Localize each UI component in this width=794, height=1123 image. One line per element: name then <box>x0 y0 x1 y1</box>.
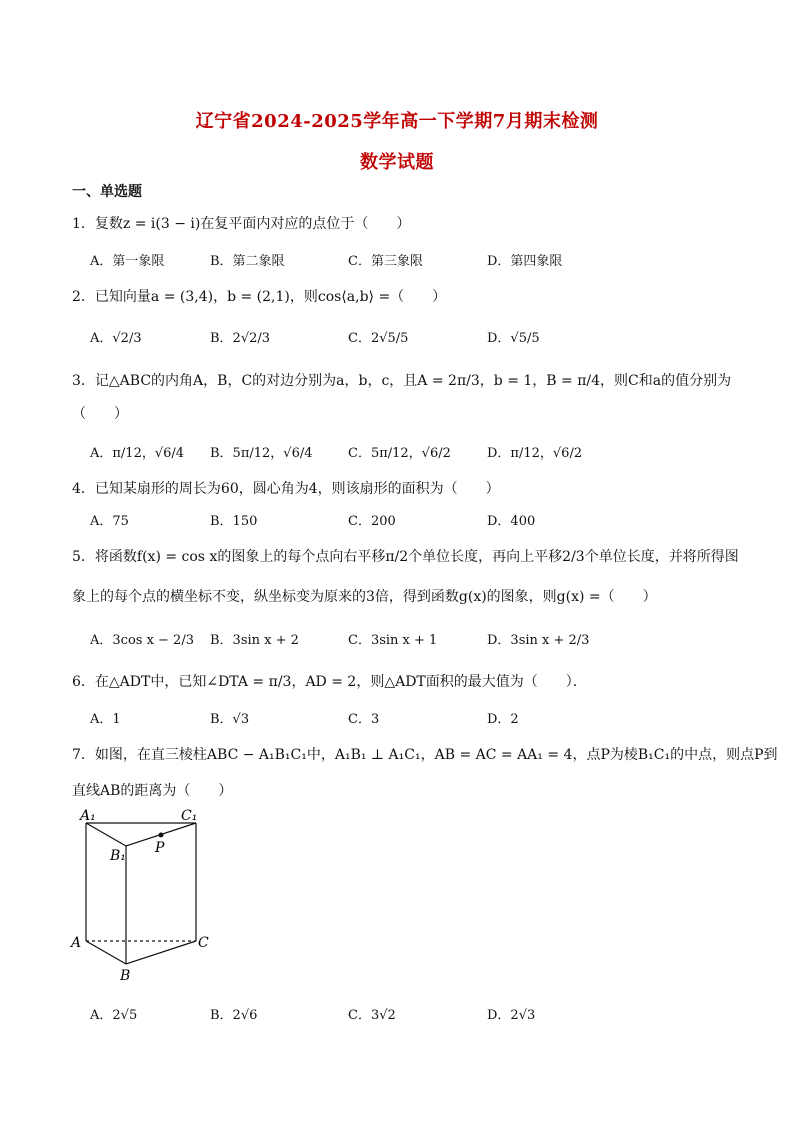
question-2-option-d: D．√5/5 <box>487 331 540 346</box>
question-3-option-c: C．5π/12，√6/2 <box>348 446 451 461</box>
question-1-option-b: B．第二象限 <box>210 254 285 269</box>
label-b1: B₁ <box>110 848 126 864</box>
question-2-stem: 2．已知向量a = (3,4)，b = (2,1)，则cos⟨a,b⟩ =（ ） <box>72 289 447 305</box>
question-4-option-c: C．200 <box>348 514 396 529</box>
section-heading: 一、单选题 <box>72 184 142 200</box>
question-7-stem: 7．如图，在直三棱柱ABC − A₁B₁C₁中，A₁B₁ ⊥ A₁C₁，AB = AC = AA₁ = 4，点P为棱B₁C₁的中点，则点P到 <box>72 747 778 763</box>
question-7-stem-cont: 直线AB的距离为（ ） <box>72 783 233 799</box>
question-4-option-b: B．150 <box>210 514 258 529</box>
edge-b-c <box>126 941 196 964</box>
point-p <box>159 833 164 838</box>
prism-figure <box>66 808 226 988</box>
label-c: C <box>198 935 209 951</box>
question-5-option-a: A．3cos x − 2/3 <box>90 633 194 648</box>
question-4-option-d: D．400 <box>487 514 536 529</box>
question-6-option-a: A．1 <box>90 712 121 727</box>
question-7-option-a: A．2√5 <box>90 1008 138 1023</box>
page-subtitle: 数学试题 <box>360 152 434 173</box>
question-5-option-d: D．3sin x + 2/3 <box>487 633 590 648</box>
question-1-stem: 1．复数z = i(3 − i)在复平面内对应的点位于（ ） <box>72 216 411 232</box>
question-2-option-a: A．√2/3 <box>90 331 142 346</box>
question-5-option-c: C．3sin x + 1 <box>348 633 438 648</box>
question-3-option-a: A．π/12，√6/4 <box>90 446 185 461</box>
question-6-stem: 6．在△ADT中，已知∠DTA = π/3，AD = 2，则△ADT面积的最大值为（ ）． <box>72 674 587 690</box>
question-3-stem-cont: （ ） <box>72 406 128 422</box>
edge-a-b <box>86 941 126 964</box>
label-b: B <box>120 968 131 984</box>
question-5-option-b: B．3sin x + 2 <box>210 633 299 648</box>
question-7-option-c: C．3√2 <box>348 1008 396 1023</box>
label-a: A <box>71 935 82 951</box>
question-3-option-d: D．π/12，√6/2 <box>487 446 583 461</box>
question-1-option-d: D．第四象限 <box>487 254 563 269</box>
question-5-stem: 5．将函数f(x) = cos x的图象上的每个点向右平移π/2个单位长度，再向上平移2/3个单位长度，并将所得图 <box>72 549 739 565</box>
question-7-option-b: B．2√6 <box>210 1008 258 1023</box>
question-4-option-a: A．75 <box>90 514 129 529</box>
label-a1: A₁ <box>80 808 96 824</box>
question-6-option-c: C．3 <box>348 712 380 727</box>
question-7-option-d: D．2√3 <box>487 1008 536 1023</box>
question-4-stem: 4．已知某扇形的周长为60，圆心角为4，则该扇形的面积为（ ） <box>72 481 500 497</box>
question-6-option-b: B．√3 <box>210 712 250 727</box>
question-1-option-c: C．第三象限 <box>348 254 423 269</box>
question-5-stem-cont: 象上的每个点的横坐标不变，纵坐标变为原来的3倍，得到函数g(x)的图象，则g(x) =（ ） <box>72 589 657 605</box>
question-1-option-a: A．第一象限 <box>90 254 165 269</box>
question-3-stem: 3．记△ABC的内角A，B，C的对边分别为a，b，c，且A = 2π/3，b = 1，B = π/4，则C和a的值分别为 <box>72 373 732 389</box>
page-title: 辽宁省2024-2025学年高一下学期7月期末检测 <box>195 111 599 132</box>
label-c1: C₁ <box>181 808 198 824</box>
question-3-option-b: B．5π/12，√6/4 <box>210 446 313 461</box>
edge-a1-b1 <box>86 823 126 846</box>
label-p: P <box>155 840 165 856</box>
question-2-option-c: C．2√5/5 <box>348 331 409 346</box>
question-6-option-d: D．2 <box>487 712 519 727</box>
question-2-option-b: B．2√2/3 <box>210 331 271 346</box>
